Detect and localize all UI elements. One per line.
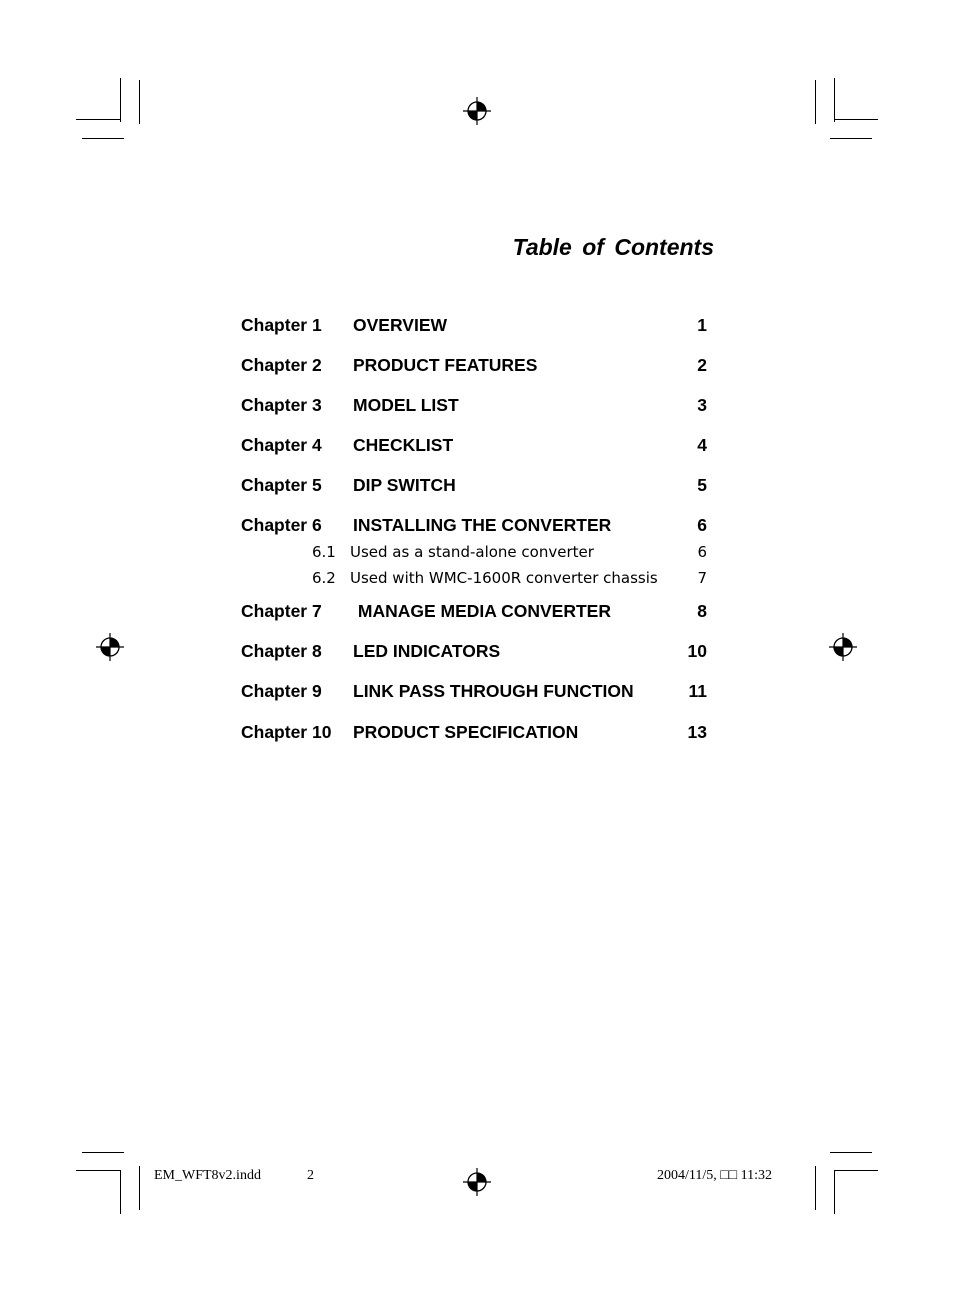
toc-subsection-page: 6 (697, 543, 707, 561)
toc-entry (0, 601, 954, 627)
toc-page: 5 (697, 475, 707, 495)
toc-chapter: Chapter 2 (241, 355, 322, 375)
crop-mark-top-left-h1 (76, 119, 120, 120)
crop-mark-bottom-right-h1 (830, 1152, 872, 1153)
crop-mark-bottom-left-h1 (82, 1152, 124, 1153)
footer-timestamp: 2004/11/5, □□ 11:32 (656, 1168, 772, 1183)
toc-title: DIP SWITCH (353, 475, 456, 495)
toc-title: MANAGE MEDIA CONVERTER (353, 601, 611, 621)
toc-title: PRODUCT FEATURES (353, 355, 538, 375)
toc-entry (0, 722, 954, 748)
toc-chapter: Chapter 4 (241, 435, 322, 455)
crop-mark-bottom-left-h2 (76, 1170, 120, 1171)
page-title: Table of Contents (512, 234, 714, 260)
toc-page: 13 (687, 722, 707, 742)
toc-subsection-number: 6.1 (312, 543, 336, 561)
crop-mark-bottom-left-v1 (120, 1170, 121, 1214)
toc-page: 2 (697, 355, 707, 375)
toc-subsection (0, 543, 954, 565)
crop-mark-bottom-right-v1 (815, 1166, 816, 1210)
toc-title: CHECKLIST (353, 435, 454, 455)
toc-page: 8 (697, 601, 707, 621)
toc-subsection (0, 569, 954, 591)
crop-mark-top-left-v1 (120, 78, 121, 122)
registration-mark-icon (462, 96, 492, 126)
toc-entry (0, 315, 954, 341)
toc-subsection-page: 7 (697, 569, 707, 587)
toc-title: LINK PASS THROUGH FUNCTION (353, 681, 634, 701)
toc-chapter: Chapter 10 (241, 722, 332, 742)
toc-entry (0, 355, 954, 381)
toc-entry (0, 475, 954, 501)
crop-mark-top-right-v2 (834, 78, 835, 122)
toc-entry (0, 395, 954, 421)
toc-chapter: Chapter 9 (241, 681, 322, 701)
footer-filename: EM_WFT8v2.indd (154, 1168, 261, 1183)
toc-page: 3 (697, 395, 707, 415)
toc-chapter: Chapter 1 (241, 315, 322, 335)
toc-title: OVERVIEW (353, 315, 448, 335)
toc-entry (0, 641, 954, 667)
toc-page: 11 (688, 681, 707, 701)
crop-mark-bottom-left-v2 (139, 1166, 140, 1210)
toc-subsection-number: 6.2 (312, 569, 336, 587)
toc-title: LED INDICATORS (353, 641, 501, 661)
toc-chapter: Chapter 6 (241, 515, 322, 535)
toc-entry (0, 681, 954, 707)
toc-subsection-title: Used as a stand-alone converter (350, 543, 594, 561)
toc-chapter: Chapter 7 (241, 601, 322, 621)
toc-page: 1 (697, 315, 707, 335)
toc-chapter: Chapter 3 (241, 395, 322, 415)
toc-subsection-title: Used with WMC-1600R converter chassis (350, 569, 658, 587)
crop-mark-top-right-h1 (834, 119, 878, 120)
toc-page: 4 (697, 435, 707, 455)
crop-mark-bottom-right-h2 (834, 1170, 878, 1171)
toc-entry (0, 435, 954, 461)
toc-chapter: Chapter 8 (241, 641, 322, 661)
registration-mark-icon (462, 1167, 492, 1197)
toc-entry (0, 515, 954, 541)
crop-mark-top-left-v2 (139, 80, 140, 124)
toc-chapter: Chapter 5 (241, 475, 322, 495)
toc-page: 6 (697, 515, 707, 535)
crop-mark-top-right-v1 (815, 80, 816, 124)
crop-mark-top-left-h2 (82, 138, 124, 139)
crop-mark-top-right-h2 (830, 138, 872, 139)
footer-page: 2 (307, 1168, 314, 1183)
crop-mark-bottom-right-v2 (834, 1170, 835, 1214)
toc-page: 10 (687, 641, 707, 661)
toc-title: MODEL LIST (353, 395, 459, 415)
toc-title: INSTALLING THE CONVERTER (353, 515, 612, 535)
toc-title: PRODUCT SPECIFICATION (353, 722, 579, 742)
